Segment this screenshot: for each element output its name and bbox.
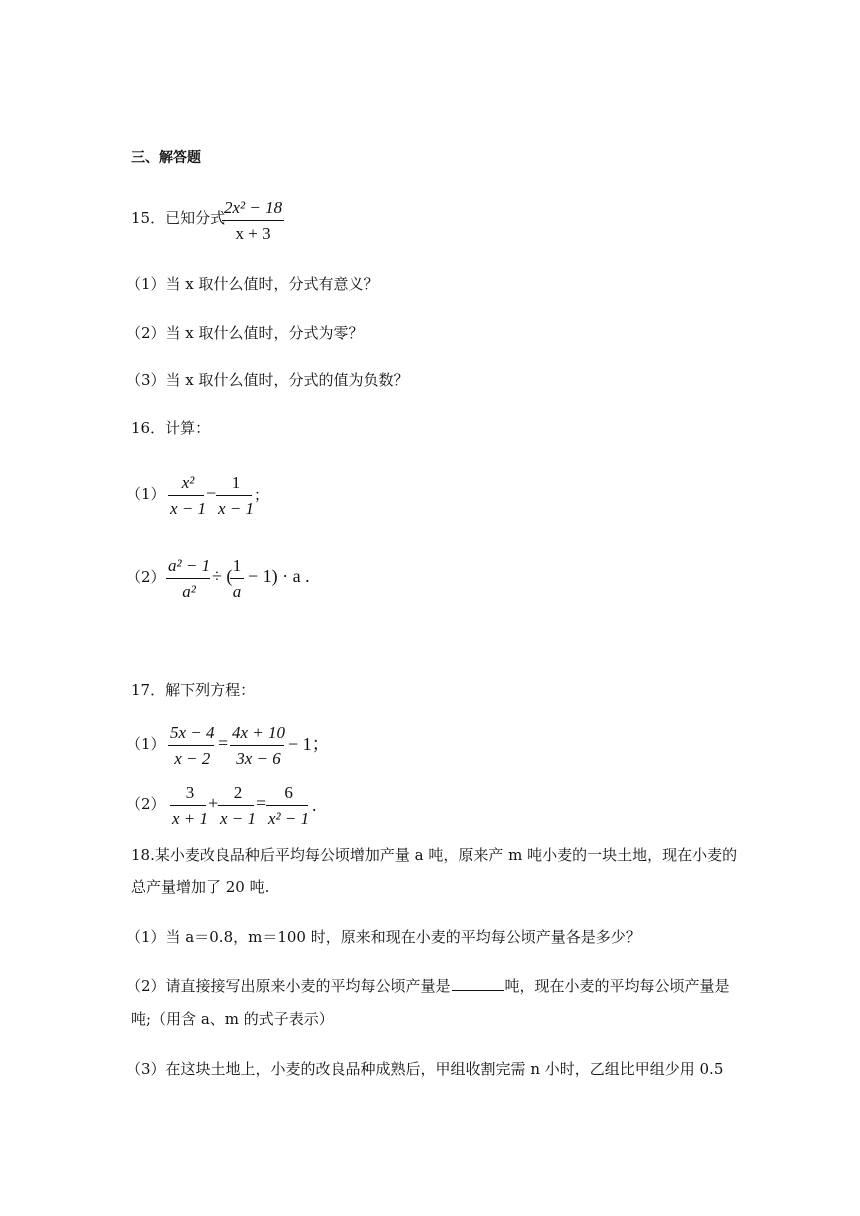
q17-stem: 17．解下列方程：	[131, 681, 256, 699]
denominator: x − 2	[174, 749, 211, 768]
plus-sign: +	[208, 793, 219, 813]
q15-sub1: （1）当 x 取什么值时，分式有意义？	[126, 275, 379, 293]
q18-line-1: 18.某小麦改良品种后平均每公顷增加产量 a 吨，原来产 m 吨小麦的一块土地，现在小麦的	[131, 846, 738, 864]
fraction-bar	[222, 220, 284, 221]
equals-sign: =	[218, 733, 229, 753]
q16-p2-fraction-1	[166, 557, 212, 600]
numerator: x²	[181, 473, 195, 492]
numerator: 1	[231, 473, 241, 492]
denominator: x + 1	[172, 809, 209, 828]
q15-sub3: （3）当 x 取什么值时，分式的值为负数？	[126, 371, 409, 389]
q16-p2-fraction-2	[230, 557, 244, 600]
q16-stem: 16．计算：	[131, 419, 211, 437]
q17-e1-left-fraction	[168, 724, 217, 767]
denominator: a	[232, 582, 242, 601]
numerator: a² − 1	[168, 556, 211, 575]
minus-sign: −	[206, 483, 217, 503]
q17-e2-end: .	[312, 795, 317, 815]
denominator: x − 1	[218, 499, 255, 518]
answer-blank[interactable]	[452, 978, 504, 991]
fraction-bar	[168, 495, 204, 496]
denominator: 3x − 6	[236, 749, 281, 768]
section-title: 三、解答题	[131, 150, 201, 166]
q18-sub1: （1）当 a＝0.8，m＝100 时，原来和现在小麦的平均每公顷产量各是多少？	[126, 928, 641, 946]
equals-sign: =	[256, 793, 267, 813]
q18-sub2-part-b: 吨，现在小麦的平均每公顷产量是	[504, 977, 730, 995]
fraction-bar	[230, 578, 244, 579]
numerator: 1	[232, 556, 242, 575]
q16-p2-tail: − 1) · a .	[248, 566, 310, 586]
q17-e1-tail: − 1；	[288, 734, 330, 754]
q17-label-1: （1）	[126, 735, 166, 753]
fraction-bar	[230, 745, 284, 746]
q17-label-2: （2）	[126, 795, 166, 813]
fraction-bar	[216, 495, 252, 496]
q18-sub2-continued: 吨;（用含 a、m 的式子表示）	[131, 1010, 334, 1028]
denominator: x − 1	[170, 499, 207, 518]
q16-p1-fraction-1	[168, 474, 208, 517]
fraction-bar	[218, 805, 254, 806]
numerator: 5x − 4	[170, 723, 215, 742]
q16-label-1: （1）	[126, 485, 166, 503]
numerator: 2	[233, 783, 243, 802]
division-sign: ÷ (	[212, 566, 233, 586]
q15-stem: 15．已知分式	[131, 209, 226, 227]
fraction-bar	[266, 805, 308, 806]
q18-line-2: 总产量增加了 20 吨.	[131, 878, 270, 896]
q15-numerator: 2x² − 18	[224, 198, 283, 217]
fraction-bar	[170, 805, 206, 806]
q15-denominator: x + 3	[235, 224, 271, 243]
q16-p1-end: ；	[254, 486, 270, 504]
q15-sub2: （2）当 x 取什么值时，分式为零？	[126, 324, 364, 342]
q16-label-2: （2）	[126, 568, 166, 586]
fraction-bar	[166, 578, 210, 579]
numerator: 3	[185, 783, 195, 802]
numerator: 4x + 10	[232, 723, 286, 742]
q17-e2-fraction-a	[170, 784, 210, 827]
fraction-bar	[168, 745, 214, 746]
q15-fraction	[222, 199, 284, 242]
denominator: x² − 1	[268, 809, 310, 828]
q17-e2-fraction-c	[266, 784, 311, 827]
denominator: a²	[182, 582, 196, 601]
numerator: 6	[284, 783, 293, 802]
q18-sub3: （3）在这块土地上，小麦的改良品种成熟后，甲组收割完需 n 小时，乙组比甲组少用 0.5	[126, 1060, 724, 1078]
q18-sub2-part-a: （2）请直接接写出原来小麦的平均每公顷产量是	[126, 977, 451, 995]
q17-e1-right-fraction	[230, 724, 287, 767]
denominator: x − 1	[220, 809, 257, 828]
q16-p1-fraction-2	[216, 474, 256, 517]
q18-sub2	[126, 978, 730, 994]
q17-e2-fraction-b	[218, 784, 258, 827]
